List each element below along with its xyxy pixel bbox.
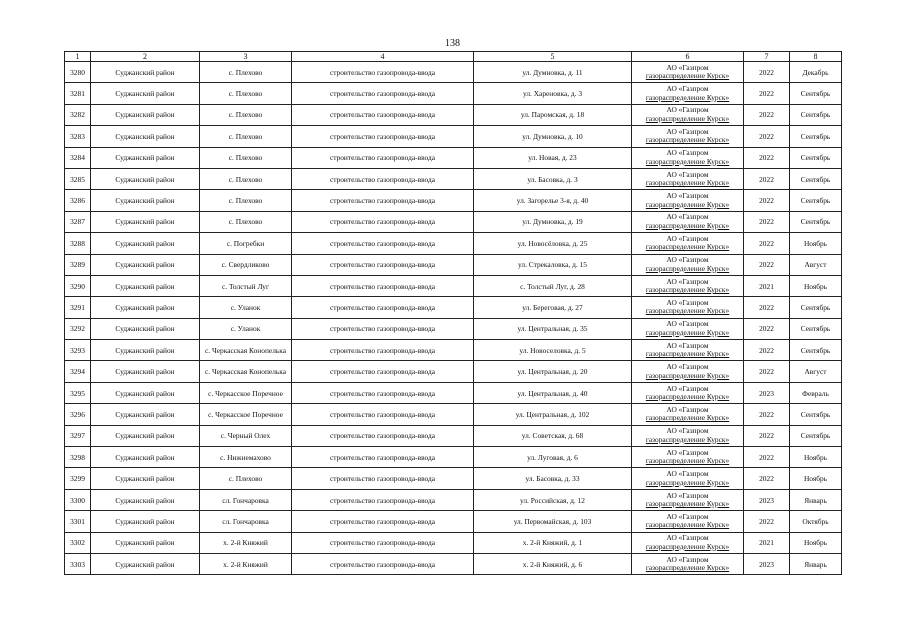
work-type-cell: строительство газопровода-ввода: [292, 211, 474, 232]
month-cell: Сентябрь: [790, 340, 842, 361]
settlement-cell: с. Черкасская Конопелька: [200, 340, 292, 361]
settlement-cell: с. Плехово: [200, 468, 292, 489]
settlement-cell: с. Черкасская Конопелька: [200, 361, 292, 382]
organization-line-2: газораспределение Курск»: [645, 178, 730, 188]
table-row: [65, 190, 842, 211]
address-cell: ул. Первомайская, д. 103: [474, 511, 632, 532]
address-cell: ул. Береговая, д. 27: [474, 297, 632, 318]
settlement-cell: с. Плехово: [200, 62, 292, 83]
work-type-cell: строительство газопровода-ввода: [292, 532, 474, 553]
row-number-cell: 3296: [65, 404, 91, 425]
table-row: [65, 361, 842, 382]
address-cell: ул. Новосёловка, д. 25: [474, 233, 632, 254]
row-number-cell: 3293: [65, 340, 91, 361]
organization-line-1: АО «Газпром: [666, 297, 709, 307]
year-cell: 2021: [744, 532, 790, 553]
organization-cell: [632, 233, 744, 254]
table-row: [65, 275, 842, 296]
settlement-cell: х. 2-й Княжий: [200, 553, 292, 574]
work-type-cell: строительство газопровода-ввода: [292, 104, 474, 125]
settlement-cell: с. Плехово: [200, 168, 292, 189]
organization-line-1: АО «Газпром: [666, 233, 709, 243]
organization-line-2: газораспределение Курск»: [645, 263, 730, 273]
district-cell: Суджанский район: [91, 340, 200, 361]
table-row: [65, 468, 842, 489]
organization-cell: [632, 275, 744, 296]
table-row: [65, 404, 842, 425]
year-cell: 2022: [744, 83, 790, 104]
address-cell: с. Толстый Луг, д. 28: [474, 275, 632, 296]
organization-cell: [632, 254, 744, 275]
row-number-cell: 3286: [65, 190, 91, 211]
settlement-cell: с. Черный Олех: [200, 425, 292, 446]
work-type-cell: строительство газопровода-ввода: [292, 318, 474, 339]
settlement-cell: с. Свердликово: [200, 254, 292, 275]
district-cell: Суджанский район: [91, 233, 200, 254]
organization-cell: [632, 297, 744, 318]
organization-line-2: газораспределение Курск»: [645, 220, 730, 230]
row-number-cell: 3288: [65, 233, 91, 254]
month-cell: Ноябрь: [790, 532, 842, 553]
settlement-cell: с. Плехово: [200, 147, 292, 168]
column-header-8: 8: [790, 52, 842, 62]
month-cell: Ноябрь: [790, 468, 842, 489]
month-cell: Ноябрь: [790, 233, 842, 254]
table-row: [65, 62, 842, 83]
address-cell: ул. Луговая, д. 6: [474, 447, 632, 468]
address-cell: ул. Советская, д. 68: [474, 425, 632, 446]
district-cell: Суджанский район: [91, 104, 200, 125]
settlement-cell: сл. Гончаровка: [200, 511, 292, 532]
organization-cell: [632, 126, 744, 147]
organization-cell: [632, 489, 744, 510]
address-cell: х. 2-й Княжий, д. 1: [474, 532, 632, 553]
row-number-cell: 3292: [65, 318, 91, 339]
organization-line-2: газораспределение Курск»: [645, 370, 730, 380]
table-row: [65, 553, 842, 574]
month-cell: Сентябрь: [790, 126, 842, 147]
work-type-cell: строительство газопровода-ввода: [292, 147, 474, 168]
month-cell: Август: [790, 361, 842, 382]
year-cell: 2022: [744, 447, 790, 468]
organization-line-1: АО «Газпром: [666, 447, 709, 457]
address-cell: ул. Центральная, д. 40: [474, 382, 632, 403]
settlement-cell: с. Нижнемахово: [200, 447, 292, 468]
row-number-cell: 3285: [65, 168, 91, 189]
year-cell: 2022: [744, 190, 790, 211]
address-cell: ул. Загорелье 3-я, д. 40: [474, 190, 632, 211]
year-cell: 2022: [744, 404, 790, 425]
table-row: [65, 425, 842, 446]
organization-cell: [632, 404, 744, 425]
organization-line-2: газораспределение Курск»: [645, 306, 730, 316]
settlement-cell: с. Плехово: [200, 190, 292, 211]
month-cell: Октябрь: [790, 511, 842, 532]
organization-cell: [632, 553, 744, 574]
month-cell: Сентябрь: [790, 168, 842, 189]
district-cell: Суджанский район: [91, 553, 200, 574]
organization-line-1: АО «Газпром: [666, 426, 709, 436]
year-cell: 2022: [744, 168, 790, 189]
table-row: [65, 297, 842, 318]
row-number-cell: 3298: [65, 447, 91, 468]
settlement-cell: с. Плехово: [200, 83, 292, 104]
column-header-3: 3: [200, 52, 292, 62]
district-cell: Суджанский район: [91, 511, 200, 532]
year-cell: 2023: [744, 489, 790, 510]
organization-line-1: АО «Газпром: [666, 362, 709, 372]
settlement-cell: с. Черкасское Поречное: [200, 382, 292, 403]
column-header-6: 6: [632, 52, 744, 62]
organization-cell: [632, 468, 744, 489]
organization-cell: [632, 190, 744, 211]
table-row: [65, 104, 842, 125]
row-number-cell: 3303: [65, 553, 91, 574]
organization-line-2: газораспределение Курск»: [645, 92, 730, 102]
organization-line-2: газораспределение Курск»: [645, 349, 730, 359]
organization-line-1: АО «Газпром: [666, 276, 709, 286]
row-number-cell: 3280: [65, 62, 91, 83]
organization-line-2: газораспределение Курск»: [645, 113, 730, 123]
year-cell: 2022: [744, 254, 790, 275]
address-cell: ул. Российская, д. 12: [474, 489, 632, 510]
district-cell: Суджанский район: [91, 211, 200, 232]
address-cell: х. 2-й Княжий, д. 6: [474, 553, 632, 574]
month-cell: Сентябрь: [790, 318, 842, 339]
month-cell: Январь: [790, 553, 842, 574]
address-cell: ул. Стрекаловка, д. 15: [474, 254, 632, 275]
table-header: [65, 52, 842, 62]
year-cell: 2023: [744, 553, 790, 574]
address-cell: ул. Думновка, д. 19: [474, 211, 632, 232]
year-cell: 2022: [744, 511, 790, 532]
table-row: [65, 382, 842, 403]
table-row: [65, 126, 842, 147]
work-type-cell: строительство газопровода-ввода: [292, 447, 474, 468]
month-cell: Сентябрь: [790, 190, 842, 211]
organization-line-1: АО «Газпром: [666, 105, 709, 115]
work-type-cell: строительство газопровода-ввода: [292, 404, 474, 425]
month-cell: Январь: [790, 489, 842, 510]
year-cell: 2022: [744, 468, 790, 489]
row-number-cell: 3300: [65, 489, 91, 510]
organization-line-2: газораспределение Курск»: [645, 285, 730, 295]
organization-cell: [632, 168, 744, 189]
organization-line-1: АО «Газпром: [666, 511, 709, 521]
month-cell: Ноябрь: [790, 447, 842, 468]
organization-line-1: АО «Газпром: [666, 319, 709, 329]
work-type-cell: строительство газопровода-ввода: [292, 382, 474, 403]
organization-line-1: АО «Газпром: [666, 148, 709, 158]
column-header-2: 2: [91, 52, 200, 62]
work-type-cell: строительство газопровода-ввода: [292, 168, 474, 189]
table-row: [65, 511, 842, 532]
organization-cell: [632, 340, 744, 361]
work-type-cell: строительство газопровода-ввода: [292, 511, 474, 532]
organization-line-1: АО «Газпром: [666, 383, 709, 393]
table-row: [65, 147, 842, 168]
organization-cell: [632, 382, 744, 403]
district-cell: Суджанский район: [91, 168, 200, 189]
organization-cell: [632, 211, 744, 232]
row-number-cell: 3282: [65, 104, 91, 125]
organization-line-2: газораспределение Курск»: [645, 520, 730, 530]
month-cell: Сентябрь: [790, 404, 842, 425]
organization-cell: [632, 447, 744, 468]
organization-cell: [632, 62, 744, 83]
work-type-cell: строительство газопровода-ввода: [292, 254, 474, 275]
column-header-5: 5: [474, 52, 632, 62]
month-cell: Декабрь: [790, 62, 842, 83]
organization-line-2: газораспределение Курск»: [645, 156, 730, 166]
district-cell: Суджанский район: [91, 147, 200, 168]
district-cell: Суджанский район: [91, 382, 200, 403]
work-type-cell: строительство газопровода-ввода: [292, 62, 474, 83]
district-cell: Суджанский район: [91, 275, 200, 296]
organization-line-1: АО «Газпром: [666, 84, 709, 94]
settlement-cell: с. Черкасское Поречное: [200, 404, 292, 425]
work-type-cell: строительство газопровода-ввода: [292, 275, 474, 296]
settlement-cell: с. Плехово: [200, 211, 292, 232]
address-cell: ул. Центральная, д. 20: [474, 361, 632, 382]
organization-line-2: газораспределение Курск»: [645, 413, 730, 423]
year-cell: 2022: [744, 126, 790, 147]
column-header-1: 1: [65, 52, 91, 62]
settlement-cell: с. Уланок: [200, 318, 292, 339]
work-type-cell: строительство газопровода-ввода: [292, 553, 474, 574]
year-cell: 2022: [744, 211, 790, 232]
address-cell: ул. Паромская, д. 18: [474, 104, 632, 125]
organization-line-1: АО «Газпром: [666, 212, 709, 222]
address-cell: ул. Новая, д. 23: [474, 147, 632, 168]
column-header-4: 4: [292, 52, 474, 62]
settlement-cell: с. Погребки: [200, 233, 292, 254]
year-cell: 2021: [744, 275, 790, 296]
work-type-cell: строительство газопровода-ввода: [292, 190, 474, 211]
organization-cell: [632, 532, 744, 553]
month-cell: Сентябрь: [790, 425, 842, 446]
row-number-cell: 3290: [65, 275, 91, 296]
work-type-cell: строительство газопровода-ввода: [292, 297, 474, 318]
organization-line-2: газораспределение Курск»: [645, 563, 730, 573]
address-cell: ул. Хареновка, д. 3: [474, 83, 632, 104]
address-cell: ул. Басовка, д. 3: [474, 168, 632, 189]
year-cell: 2022: [744, 318, 790, 339]
month-cell: Август: [790, 254, 842, 275]
row-number-cell: 3299: [65, 468, 91, 489]
district-cell: Суджанский район: [91, 447, 200, 468]
year-cell: 2022: [744, 340, 790, 361]
table-row: [65, 489, 842, 510]
organization-line-2: газораспределение Курск»: [645, 541, 730, 551]
district-cell: Суджанский район: [91, 318, 200, 339]
header-row: [65, 52, 842, 62]
settlement-cell: сл. Гончаровка: [200, 489, 292, 510]
organization-cell: [632, 361, 744, 382]
row-number-cell: 3295: [65, 382, 91, 403]
organization-cell: [632, 318, 744, 339]
year-cell: 2022: [744, 104, 790, 125]
district-cell: Суджанский район: [91, 404, 200, 425]
year-cell: 2022: [744, 233, 790, 254]
district-cell: Суджанский район: [91, 83, 200, 104]
table-row: [65, 532, 842, 553]
organization-line-2: газораспределение Курск»: [645, 242, 730, 252]
table-row: [65, 318, 842, 339]
table-body: [65, 62, 842, 575]
address-cell: ул. Думновка, д. 11: [474, 62, 632, 83]
month-cell: Февраль: [790, 382, 842, 403]
organization-line-1: АО «Газпром: [666, 554, 709, 564]
table-row: [65, 168, 842, 189]
row-number-cell: 3297: [65, 425, 91, 446]
row-number-cell: 3294: [65, 361, 91, 382]
address-cell: ул. Думновка, д. 10: [474, 126, 632, 147]
table-row: [65, 340, 842, 361]
settlement-cell: с. Плехово: [200, 104, 292, 125]
organization-line-2: газораспределение Курск»: [645, 392, 730, 402]
work-type-cell: строительство газопровода-ввода: [292, 340, 474, 361]
year-cell: 2023: [744, 382, 790, 403]
work-type-cell: строительство газопровода-ввода: [292, 233, 474, 254]
organization-cell: [632, 83, 744, 104]
organization-line-2: газораспределение Курск»: [645, 327, 730, 337]
table-row: [65, 211, 842, 232]
month-cell: Сентябрь: [790, 147, 842, 168]
row-number-cell: 3284: [65, 147, 91, 168]
month-cell: Сентябрь: [790, 211, 842, 232]
address-cell: ул. Новоселовка, д. 5: [474, 340, 632, 361]
settlement-cell: с. Плехово: [200, 126, 292, 147]
organization-line-1: АО «Газпром: [666, 533, 709, 543]
organization-line-2: газораспределение Курск»: [645, 434, 730, 444]
district-cell: Суджанский район: [91, 468, 200, 489]
organization-line-1: АО «Газпром: [666, 469, 709, 479]
work-type-cell: строительство газопровода-ввода: [292, 489, 474, 510]
row-number-cell: 3301: [65, 511, 91, 532]
district-cell: Суджанский район: [91, 361, 200, 382]
organization-line-1: АО «Газпром: [666, 191, 709, 201]
year-cell: 2022: [744, 62, 790, 83]
organization-line-2: газораспределение Курск»: [645, 456, 730, 466]
settlement-cell: с. Уланок: [200, 297, 292, 318]
work-type-cell: строительство газопровода-ввода: [292, 361, 474, 382]
year-cell: 2022: [744, 425, 790, 446]
table-row: [65, 254, 842, 275]
district-cell: Суджанский район: [91, 126, 200, 147]
work-type-cell: строительство газопровода-ввода: [292, 468, 474, 489]
row-number-cell: 3281: [65, 83, 91, 104]
column-header-7: 7: [744, 52, 790, 62]
settlement-cell: х. 2-й Княжий: [200, 532, 292, 553]
organization-line-1: АО «Газпром: [666, 340, 709, 350]
row-number-cell: 3287: [65, 211, 91, 232]
year-cell: 2022: [744, 361, 790, 382]
organization-line-1: АО «Газпром: [666, 126, 709, 136]
organization-line-1: АО «Газпром: [666, 62, 709, 72]
data-table: [64, 51, 842, 575]
organization-line-2: газораспределение Курск»: [645, 135, 730, 145]
month-cell: Сентябрь: [790, 83, 842, 104]
district-cell: Суджанский район: [91, 62, 200, 83]
month-cell: Ноябрь: [790, 275, 842, 296]
organization-cell: [632, 104, 744, 125]
organization-cell: [632, 147, 744, 168]
row-number-cell: 3283: [65, 126, 91, 147]
table-row: [65, 233, 842, 254]
district-cell: Суджанский район: [91, 425, 200, 446]
settlement-cell: с. Толстый Луг: [200, 275, 292, 296]
organization-line-1: АО «Газпром: [666, 490, 709, 500]
organization-line-2: газораспределение Курск»: [645, 199, 730, 209]
district-cell: Суджанский район: [91, 297, 200, 318]
address-cell: ул. Центральная, д. 35: [474, 318, 632, 339]
work-type-cell: строительство газопровода-ввода: [292, 425, 474, 446]
district-cell: Суджанский район: [91, 190, 200, 211]
address-cell: ул. Басовка, д. 33: [474, 468, 632, 489]
page-number: 138: [445, 38, 460, 49]
row-number-cell: 3302: [65, 532, 91, 553]
organization-line-2: газораспределение Курск»: [645, 71, 730, 81]
work-type-cell: строительство газопровода-ввода: [292, 83, 474, 104]
district-cell: Суджанский район: [91, 489, 200, 510]
district-cell: Суджанский район: [91, 532, 200, 553]
organization-cell: [632, 511, 744, 532]
organization-line-2: газораспределение Курск»: [645, 499, 730, 508]
address-cell: ул. Центральная, д. 102: [474, 404, 632, 425]
table-row: [65, 83, 842, 104]
month-cell: Сентябрь: [790, 104, 842, 125]
month-cell: Сентябрь: [790, 297, 842, 318]
table-row: [65, 447, 842, 468]
year-cell: 2022: [744, 297, 790, 318]
organization-line-1: АО «Газпром: [666, 404, 709, 414]
organization-line-1: АО «Газпром: [666, 255, 709, 265]
organization-line-1: АО «Газпром: [666, 169, 709, 179]
year-cell: 2022: [744, 147, 790, 168]
work-type-cell: строительство газопровода-ввода: [292, 126, 474, 147]
district-cell: Суджанский район: [91, 254, 200, 275]
organization-line-2: газораспределение Курск»: [645, 477, 730, 487]
organization-cell: [632, 425, 744, 446]
row-number-cell: 3291: [65, 297, 91, 318]
row-number-cell: 3289: [65, 254, 91, 275]
